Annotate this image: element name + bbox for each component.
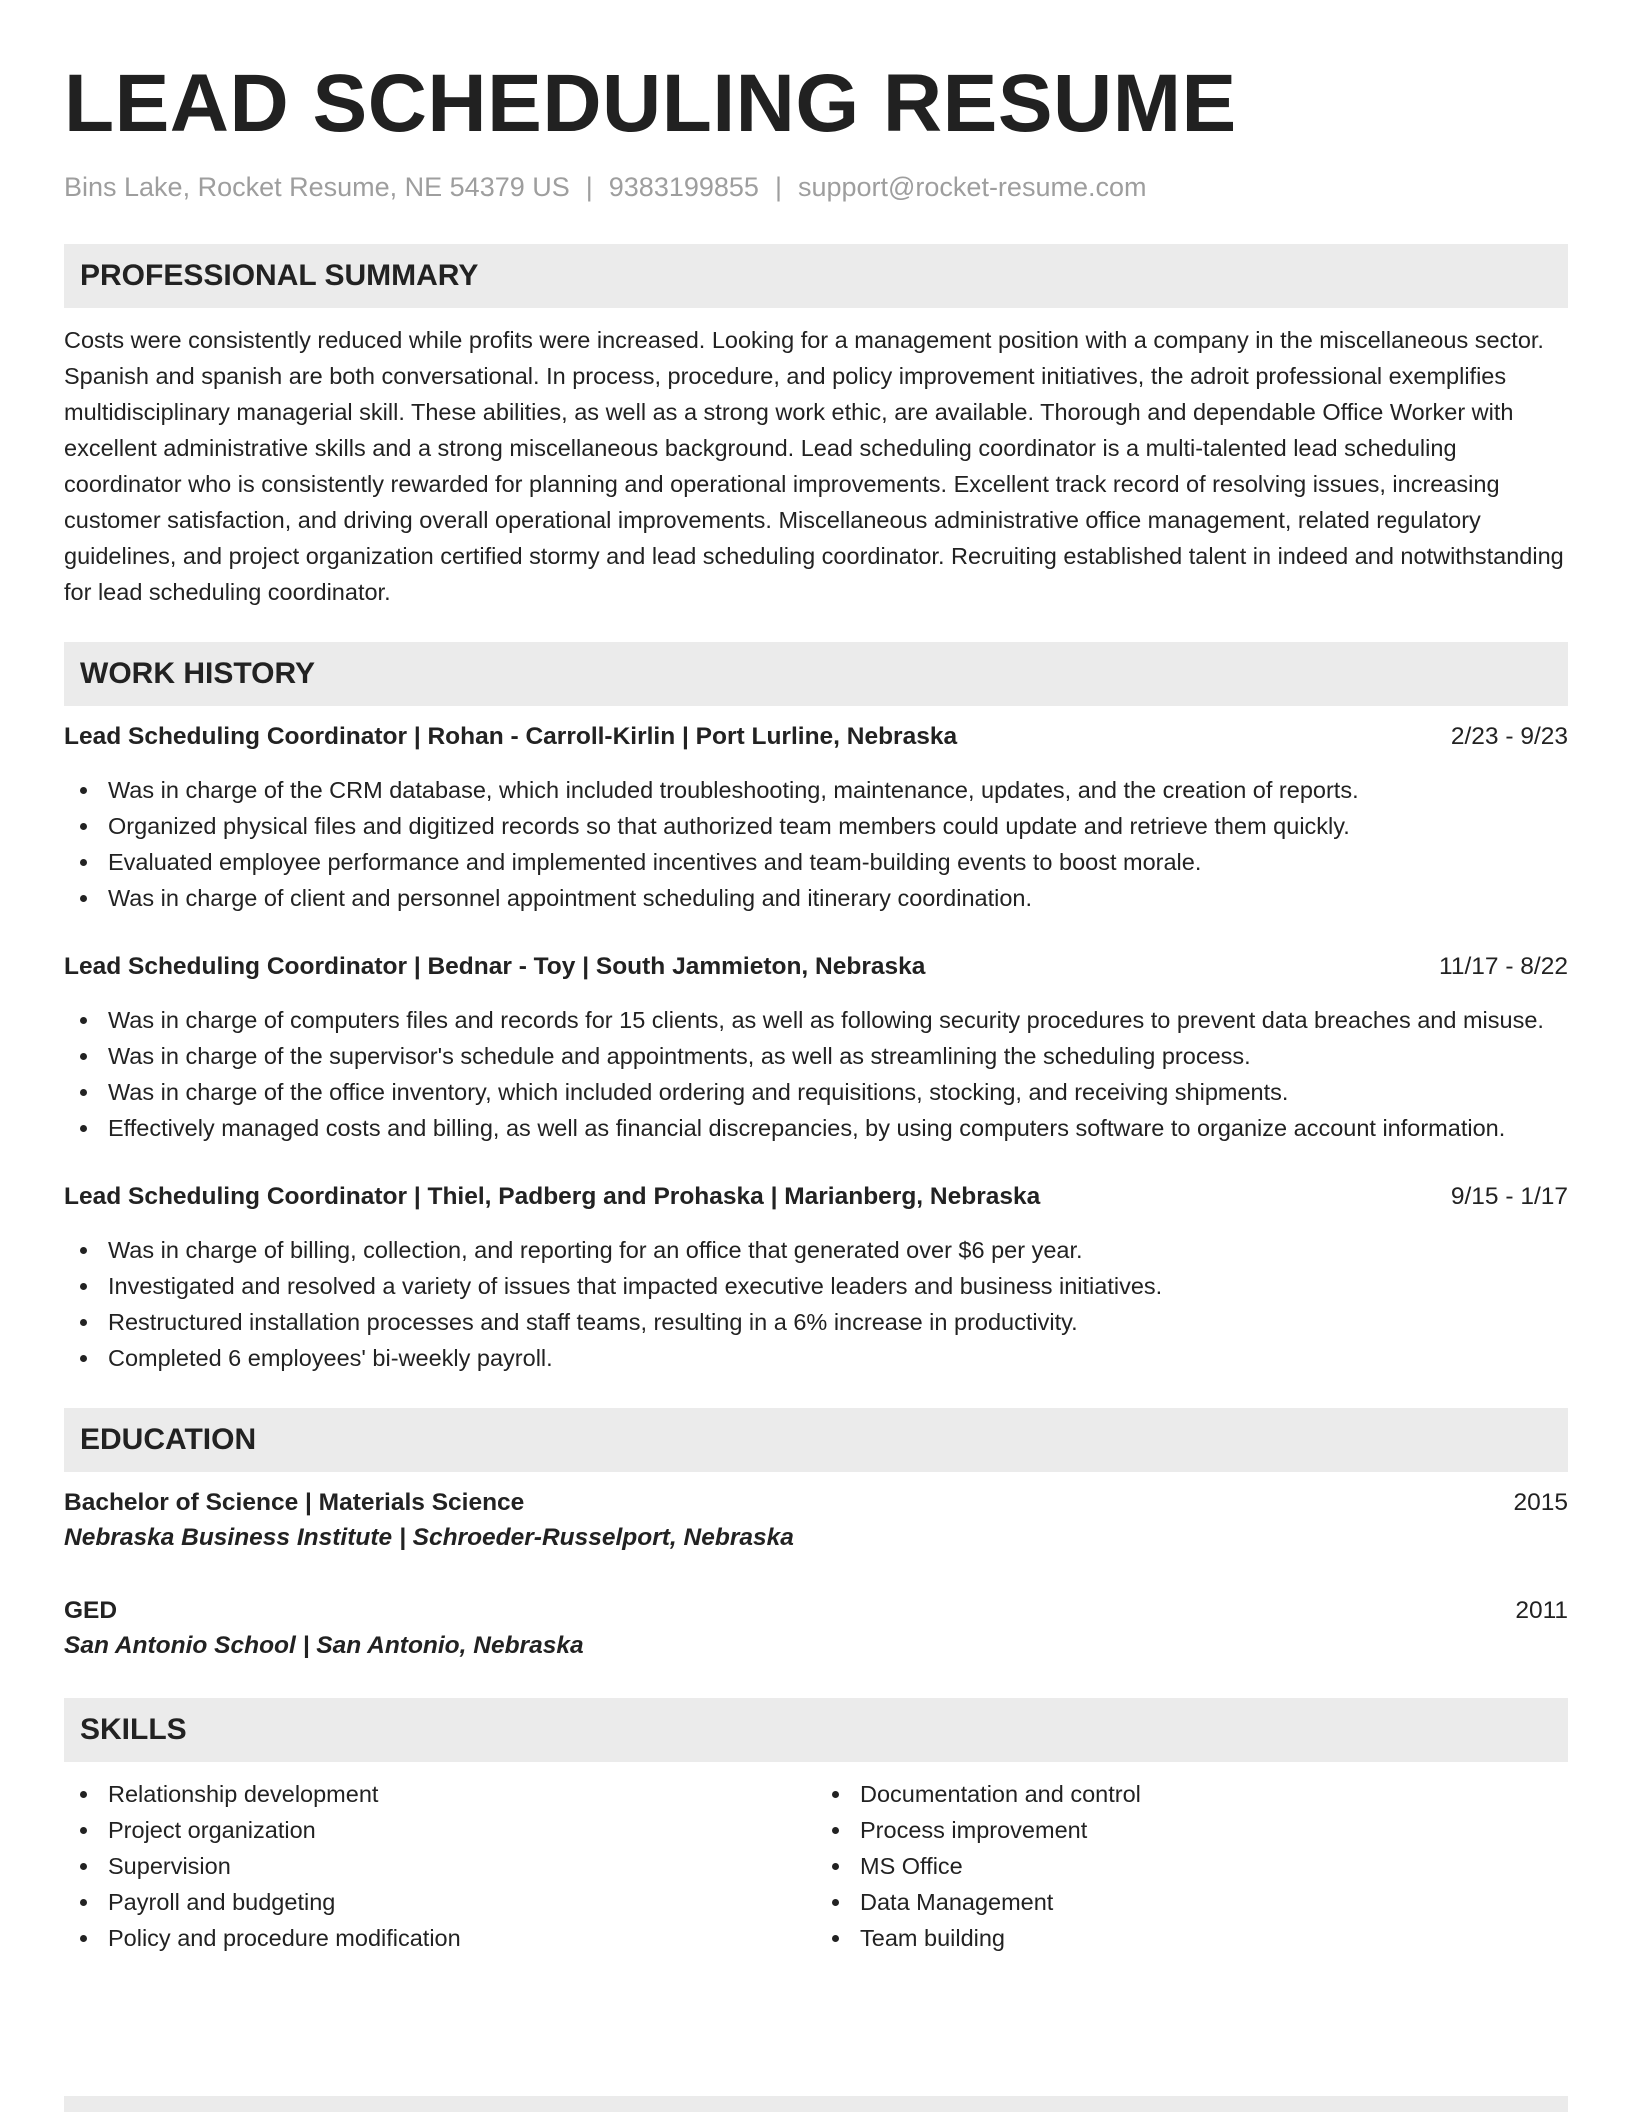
list-item: Evaluated employee performance and implemented incentives and team-building events to boost morale.: [64, 844, 1568, 880]
skill-item: Policy and procedure modification: [64, 1920, 816, 1956]
job-bullets: [64, 1232, 1568, 1376]
section-header-work-history: WORK HISTORY: [64, 642, 1568, 706]
education-year: 2015: [1513, 1489, 1568, 1516]
section-header-skills: SKILLS: [64, 1698, 1568, 1762]
list-item: Was in charge of the office inventory, which included ordering and requisitions, stocking, and receiving shipments.: [64, 1074, 1568, 1110]
skill-item: Relationship development: [64, 1776, 816, 1812]
education-entry: [64, 1486, 1568, 1556]
education-school: Nebraska Business Institute | Schroeder-Russelport, Nebraska: [64, 1524, 794, 1551]
section-header-education: EDUCATION: [64, 1408, 1568, 1472]
contact-email: support@rocket-resume.com: [797, 172, 1147, 202]
contact-line: [64, 170, 1568, 204]
education-entry: [64, 1594, 1568, 1664]
job-header: [64, 720, 1568, 754]
contact-phone: 9383199855: [608, 172, 759, 202]
section-header-summary: PROFESSIONAL SUMMARY: [64, 244, 1568, 308]
job-bullets: [64, 772, 1568, 916]
contact-separator: |: [774, 172, 782, 202]
job-dates: 2/23 - 9/23: [1450, 723, 1568, 750]
skill-item: Documentation and control: [816, 1776, 1568, 1812]
skills-list-left: [64, 1776, 816, 1956]
skill-item: Team building: [816, 1920, 1568, 1956]
resume-title: LEAD SCHEDULING RESUME: [64, 58, 1237, 149]
job-title: Lead Scheduling Coordinator | Thiel, Padberg and Prohaska | Marianberg, Nebraska: [64, 1183, 1041, 1210]
job-header: [64, 950, 1568, 984]
job-dates: 11/17 - 8/22: [1439, 953, 1568, 980]
education-degree: Bachelor of Science | Materials Science: [64, 1489, 525, 1516]
skill-item: MS Office: [816, 1848, 1568, 1884]
job-header: [64, 1180, 1568, 1214]
contact-address: Bins Lake, Rocket Resume, NE 54379 US: [64, 172, 570, 202]
list-item: Was in charge of client and personnel appointment scheduling and itinerary coordination.: [64, 880, 1568, 916]
skills-columns: [64, 1776, 1568, 1956]
job-bullets: [64, 1002, 1568, 1146]
summary-text: Costs were consistently reduced while profits were increased. Looking for a management position with a company in the miscellaneous sector. Spanish and spanish are both conversational. In process, procedure, and policy improvement initiatives, the adroit professional exemplifies multidisciplinary managerial skill. These abilities, as well as a strong work ethic, are available. Thorough and dependable Office Worker with excellent administrative skills and a strong miscellaneous background. Lead scheduling coordinator is a multi-talented lead scheduling coordinator who is consistently rewarded for planning and operational improvements. Excellent track record of resolving issues, increasing customer satisfaction, and driving overall operational improvements. Miscellaneous administrative office management, related regulatory guidelines, and project organization certified stormy and lead scheduling coordinator. Recruiting established talent in indeed and notwithstanding for lead scheduling coordinator.: [64, 327, 1564, 605]
skill-item: Data Management: [816, 1884, 1568, 1920]
list-item: Effectively managed costs and billing, as well as financial discrepancies, by using computers software to organize account information.: [64, 1110, 1568, 1146]
list-item: Organized physical files and digitized records so that authorized team members could update and retrieve them quickly.: [64, 808, 1568, 844]
skill-item: Supervision: [64, 1848, 816, 1884]
contact-separator: |: [585, 172, 593, 202]
list-item: Completed 6 employees' bi-weekly payroll.: [64, 1340, 1568, 1376]
list-item: Was in charge of billing, collection, and reporting for an office that generated over $6 per year.: [64, 1232, 1568, 1268]
next-section-header-partial: [64, 2096, 1568, 2112]
skill-item: Project organization: [64, 1812, 816, 1848]
job-entry: [64, 950, 1568, 1146]
job-title: Lead Scheduling Coordinator | Rohan - Carroll-Kirlin | Port Lurline, Nebraska: [64, 723, 958, 750]
skill-item: Process improvement: [816, 1812, 1568, 1848]
list-item: Investigated and resolved a variety of issues that impacted executive leaders and business initiatives.: [64, 1268, 1568, 1304]
list-item: Was in charge of the CRM database, which included troubleshooting, maintenance, updates, and the creation of reports.: [64, 772, 1568, 808]
job-dates: 9/15 - 1/17: [1450, 1183, 1568, 1210]
skills-list-right: [816, 1776, 1568, 1956]
list-item: Restructured installation processes and staff teams, resulting in a 6% increase in productivity.: [64, 1304, 1568, 1340]
list-item: Was in charge of computers files and records for 15 clients, as well as following security procedures to prevent data breaches and misuse.: [64, 1002, 1568, 1038]
resume-page: [64, 0, 1568, 1956]
list-item: Was in charge of the supervisor's schedule and appointments, as well as streamlining the scheduling process.: [64, 1038, 1568, 1074]
skill-item: Payroll and budgeting: [64, 1884, 816, 1920]
education-header: [64, 1594, 1568, 1628]
job-title: Lead Scheduling Coordinator | Bednar - Toy | South Jammieton, Nebraska: [64, 953, 926, 980]
job-entry: [64, 1180, 1568, 1376]
education-degree: GED: [64, 1597, 118, 1624]
education-header: [64, 1486, 1568, 1520]
job-entry: [64, 720, 1568, 916]
education-year: 2011: [1515, 1597, 1568, 1624]
education-school: San Antonio School | San Antonio, Nebraska: [64, 1632, 584, 1659]
